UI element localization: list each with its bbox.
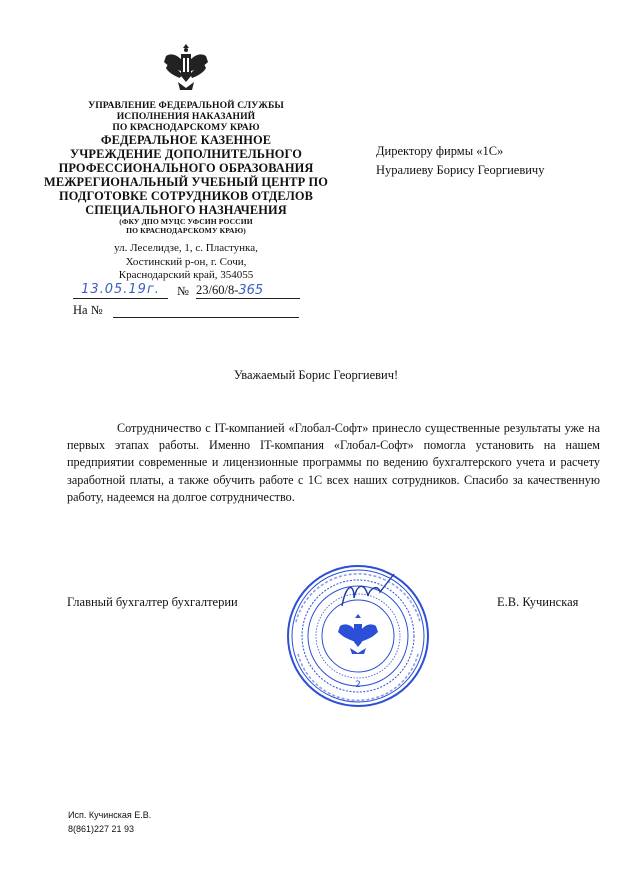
issuer-name-line: СПЕЦИАЛЬНОГО НАЗНАЧЕНИЯ <box>85 203 287 217</box>
issuer-abbr-line: ПО КРАСНОДАРСКОМУ КРАЮ) <box>126 226 246 235</box>
official-stamp-seal <box>284 562 432 710</box>
signatory-title: Главный бухгалтер бухгалтерии <box>67 595 238 609</box>
footer-block <box>68 808 151 836</box>
registration-number <box>196 283 300 299</box>
in-reply-blank <box>113 317 299 318</box>
issuer-name-line: ФЕДЕРАЛЬНОЕ КАЗЕННОЕ <box>100 133 272 147</box>
issuer-name-line: МЕЖРЕГИОНАЛЬНЫЙ УЧЕБНЫЙ ЦЕНТР ПО <box>44 175 328 189</box>
executor-phone: 8(861)227 21 93 <box>68 824 135 834</box>
recipient-position: Директору фирмы «1С» <box>376 144 504 158</box>
issuer-parent-line: УПРАВЛЕНИЕ ФЕДЕРАЛЬНОЙ СЛУЖБЫ <box>88 100 284 111</box>
double-headed-eagle-emblem-icon <box>162 42 210 94</box>
issuer-address <box>36 242 336 283</box>
registration-line <box>73 283 303 299</box>
registration-number-printed: 23/60/8- <box>196 283 239 297</box>
issuer-parent-line: ИСПОЛНЕНИЯ НАКАЗАНИЙ <box>116 111 256 122</box>
registration-number-label: № <box>177 284 189 298</box>
recipient-block <box>376 142 616 180</box>
recipient-name: Нуралиеву Борису Георгиевичу <box>376 163 545 177</box>
in-reply-label: На № <box>73 303 103 317</box>
address-line: ул. Леселидзе, 1, с. Пластунка, <box>114 242 258 254</box>
signatory-name: Е.В. Кучинская <box>497 595 579 609</box>
issuer-abbr-line: (ФКУ ДПО МУЦС УФСИН РОССИИ <box>119 217 253 226</box>
address-line: Хостинский р-он, г. Сочи, <box>125 255 247 268</box>
in-reply-line <box>73 303 303 319</box>
issuer-block <box>36 100 336 235</box>
salutation: Уважаемый Борис Георгиевич! <box>233 368 399 382</box>
registration-date: 13.05.19г. <box>73 283 168 299</box>
registration-number-handwritten: 365 <box>238 283 264 298</box>
address-line: Краснодарский край, 354055 <box>118 269 254 281</box>
issuer-parent-line: ПО КРАСНОДАРСКОМУ КРАЮ <box>112 122 260 133</box>
letter-body: Сотрудничество с IT-компанией «Глобал-Софт» принесло существенные результаты уже на первых этапах работы. Именно IT-компания «Глобал-Софт» помогла установить на нашем предприятии современные и лицензионные программы по ведению бухгалтерского учета и расчету заработной платы, а также обучить работе с 1С всех наших сотрудников. Спасибо за качественную работу, надеемся на долгое сотрудничество. <box>67 421 600 504</box>
executor-name: Исп. Кучинская Е.В. <box>68 810 152 820</box>
issuer-name-line: УЧРЕЖДЕНИЕ ДОПОЛНИТЕЛЬНОГО <box>70 147 302 161</box>
stamp-number: 2 <box>355 680 361 690</box>
issuer-name-line: ПОДГОТОВКЕ СОТРУДНИКОВ ОТДЕЛОВ <box>58 189 314 203</box>
issuer-name-line: ПРОФЕССИОНАЛЬНОГО ОБРАЗОВАНИЯ <box>58 161 314 175</box>
